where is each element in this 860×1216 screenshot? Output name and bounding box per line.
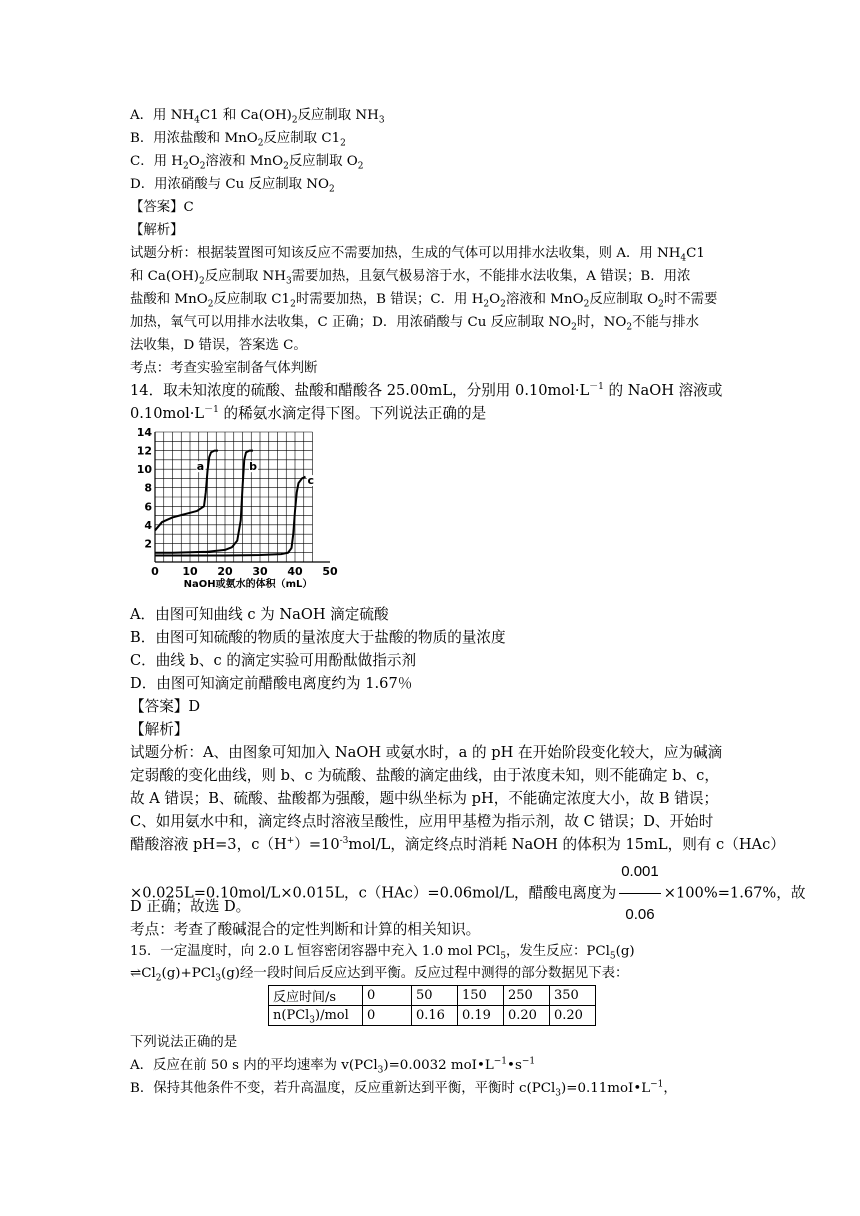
- q13-analysis-heading: 【解析】: [130, 223, 184, 238]
- q14-analysis-heading: 【解析】: [130, 721, 189, 738]
- fraction: $\frac{0.001}{0.06}$: [619, 852, 661, 935]
- y-tick-label: 12: [136, 444, 152, 458]
- y-tick-label: 4: [144, 518, 152, 532]
- q14-analysis-line: 醋酸溶液 pH=3，$c(H^+)=10^{-3}mol/L$，滴定终点时消耗 NaOH 的体积为 15mL，则有 c（HAc）: [130, 836, 785, 853]
- q15-stem: 15．一定温度时，向 2.0 L 恒容密闭容器中充入 1.0 mol PCl$_5$，发生反应：PCl$_5$(g): [130, 944, 635, 962]
- chart-grid: [155, 432, 313, 562]
- y-tick-label: 6: [144, 500, 152, 514]
- q13-option-d: D．用浓硝酸与 Cu 反应制取 $NO_2$: [130, 177, 335, 195]
- q13-kaodian: 考点：考查实验室制备气体判断: [130, 361, 318, 376]
- q14-stem: 14．取未知浓度的硫酸、盐酸和醋酸各 25.00mL，分别用 $0.10mol\cdot L^{-1}$ 的 NaOH 溶液或: [130, 382, 723, 399]
- q14-option-c: C．曲线 b、c 的滴定实验可用酚酞做指示剂: [130, 652, 417, 669]
- q14-analysis-line: 试题分析：A、由图象可知加入 NaOH 或氨水时，a 的 pH 在开始阶段变化较大，应为碱滴: [130, 744, 723, 761]
- q14-analysis-line: ×0.025L=0.10mol/L×0.015L，c（HAc）=0.06mol/L，醋酸电离度为 $\frac{0.001}{0.06}$ ×100%=1.67%，故: [130, 852, 805, 935]
- q15-option-a: A．反应在前 50 s 内的平均速率为 v(PCl$_3$)=0.0032 $moI•L^{-1}•s^{-1}$: [130, 1056, 536, 1076]
- q13-analysis-line: 盐酸和 MnO$_2$反应制取 $C1_2$时需要加热，B 错误；C．用 $H_2O_2$溶液和 MnO$_2$反应制取 $O_2$时不需要: [130, 292, 718, 310]
- q14-option-d: D．由图可知滴定前醋酸电离度约为 1.67％: [130, 675, 413, 692]
- chart-curves: [155, 451, 306, 556]
- x-tick-label: 0: [151, 565, 159, 578]
- y-tick-label: 10: [136, 463, 152, 477]
- x-tick-label: 10: [182, 565, 198, 578]
- x-tick-label: 50: [322, 565, 338, 578]
- q13-analysis-line: 和 $Ca(OH)_2$反应制取 $NH_3$需要加热，且氨气极易溶于水，不能排水法收集，A 错误；B．用浓: [130, 269, 691, 287]
- q14-answer: 【答案】D: [130, 698, 201, 715]
- series-label-c: c: [307, 474, 315, 488]
- q14-analysis-line: C、如用氨水中和，滴定终点时溶液呈酸性，应用甲基橙为指示剂，故 C 错误；D、开始时: [130, 813, 714, 830]
- q13-answer: 【答案】C: [130, 200, 194, 215]
- q13-analysis-line: 试题分析：根据装置图可知该反应不需要加热，生成的气体可以用排水法收集，则 A．用 $NH_4C1$: [130, 246, 705, 264]
- q14-stem: $0.10mol\cdot L^{-1}$ 的稀氨水滴定得下图。下列说法正确的是: [130, 405, 487, 422]
- equilibrium-arrow-icon: ⇌: [130, 966, 142, 981]
- q15-stem: $\rightleftharpoons Cl_2(g)+PCl_3(g)$经一段时间后反应达到平衡。反应过程中测得的部分数据见下表：: [130, 966, 629, 984]
- series-label-a: a: [196, 460, 205, 474]
- q14-analysis-line: 定弱酸的变化曲线，则 b、c 为硫酸、盐酸的滴定曲线，由于浓度未知，则不能确定 b、c，: [130, 767, 719, 784]
- q14-option-b: B．由图可知硫酸的物质的量浓度大于盐酸的物质的量浓度: [130, 629, 506, 646]
- q13-analysis-line: 加热，氧气可以用排水法收集，C 正确；D．用浓硝酸与 Cu 反应制取 $NO_2$时，$NO_2$不能与排水: [130, 315, 700, 333]
- y-tick-label: 14: [136, 426, 152, 439]
- q15-question: 下列说法正确的是: [130, 1035, 238, 1050]
- q13-analysis-line: 法收集，D 错误，答案选 C。: [130, 338, 307, 353]
- q14-kaodian: 考点：考查了酸碱混合的定性判断和计算的相关知识。: [130, 921, 481, 938]
- q13-option-c: C．用 $H_2O_2$溶液和 MnO$_2$反应制取 $O_2$: [130, 154, 364, 172]
- x-tick-label: 30: [252, 565, 268, 578]
- series-line-a: [155, 451, 218, 531]
- chart-x-axis-label: NaOH或氨水的体积（mL）: [183, 579, 313, 590]
- series-label-b: b: [249, 460, 257, 474]
- q14-analysis-line: 故 A 错误；B、硫酸、盐酸都为强酸，题中纵坐标为 pH，不能确定浓度大小，故 B 错误；: [130, 790, 719, 807]
- q14-option-a: A．由图可知曲线 c 为 NaOH 滴定硫酸: [130, 606, 389, 623]
- q15-option-b: B．保持其他条件不变，若升高温度，反应重新达到平衡，平衡时 $c(PCl_3)=0.11moI•L^{-1}$，: [130, 1079, 677, 1099]
- y-tick-label: 8: [144, 481, 152, 495]
- y-tick-label: 2: [144, 537, 152, 551]
- table-row: n(PCl$_3$)/mol 0 0.16 0.19 0.20 0.20: [269, 1006, 596, 1026]
- titration-chart: [130, 424, 345, 594]
- q14-analysis-line: D 正确；故选 D。: [130, 898, 251, 915]
- table-row: 反应时间/s 0 50 150 250 350: [269, 986, 596, 1006]
- x-tick-label: 20: [217, 565, 233, 578]
- reaction-data-table: [268, 985, 596, 1026]
- x-tick-label: 40: [287, 565, 303, 578]
- q13-option-a: A．用 $NH_4C1$ 和 $Ca(OH)_2$反应制取 $NH_3$: [130, 108, 385, 126]
- q13-option-b: B．用浓盐酸和 MnO$_2$反应制取 $C1_2$: [130, 131, 346, 149]
